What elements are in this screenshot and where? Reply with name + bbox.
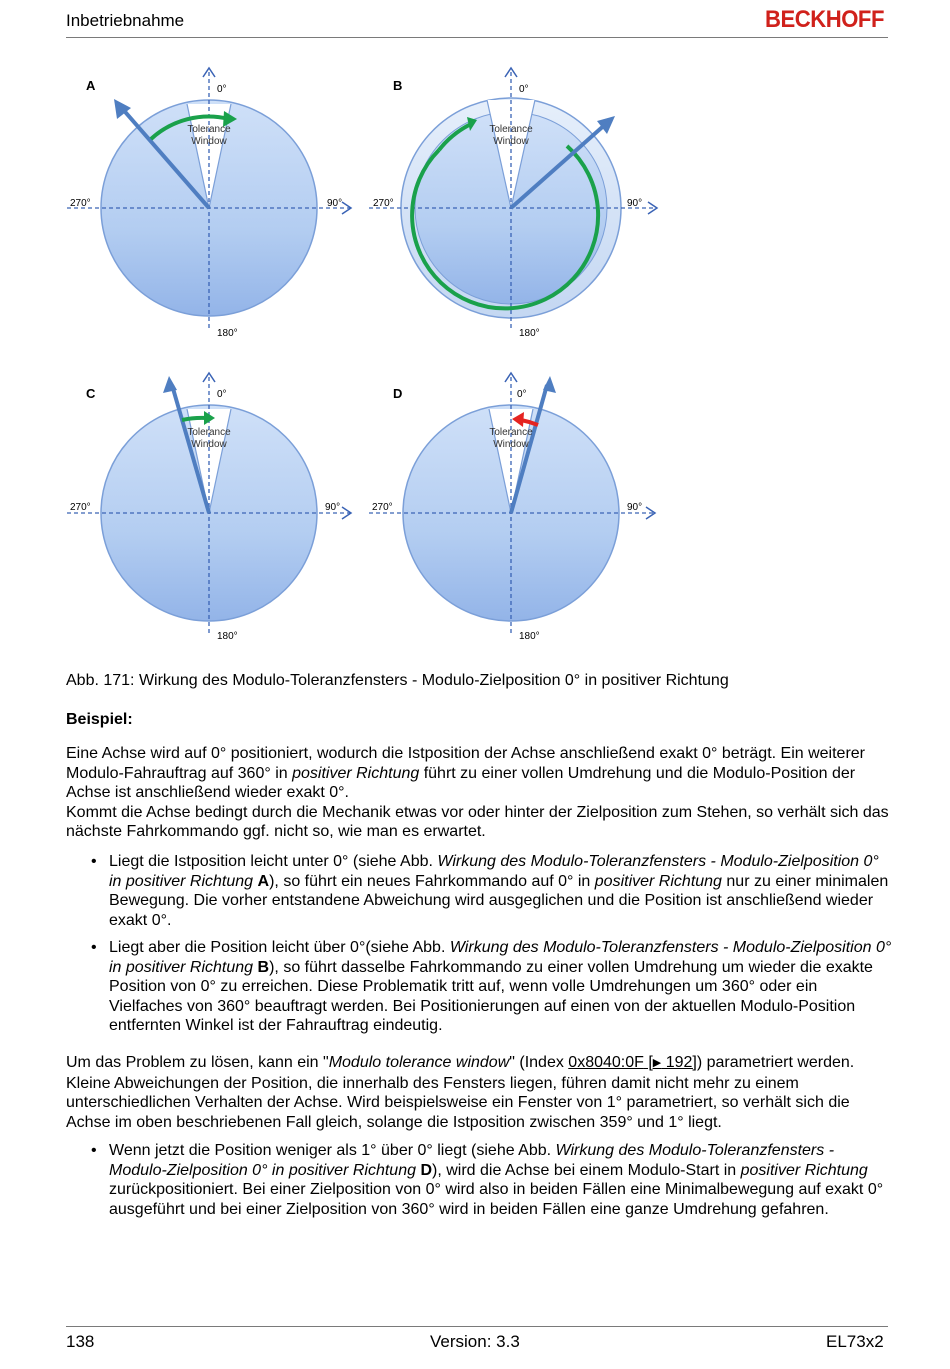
movement-arrow <box>182 418 207 420</box>
bullet-item-d: • Wenn jetzt die Position weniger als 1° über 0° liegt (siehe Abb. Wirkung des Modulo-Toleranzfensters - Modulo-Zielposition 0° in positiver Richtung D), wird die Achse bei einem Modulo-Start in positiver Richtung zurückpositioniert. Bei einer Zielposition von 0° wird also in beiden Fällen eine Minimalbewegung auf exakt 0° ausgeführt und bei einer Zielposition von 360° wird in beiden Fällen eine ganze Umdrehung gefahren. <box>91 1142 884 1218</box>
label-270-deg: 270° <box>70 502 91 513</box>
beckhoff-logo: BECKHOFF <box>765 6 884 33</box>
tolerance-label-2: Window <box>493 136 529 147</box>
index-link[interactable]: 0x8040:0F [▶ 192] <box>568 1054 697 1071</box>
example-heading: Beispiel: <box>66 711 133 728</box>
paragraph-2: Kommt die Achse bedingt durch die Mechanik etwas vor oder hinter der Zielposition zum Stehen, so verhält sich das nächste Fahrkommando ggf. nicht so, wie man es erwartet. <box>66 803 889 841</box>
label-90-deg: 90° <box>627 502 643 513</box>
panel-letter-c: C <box>86 386 96 401</box>
label-90-deg: 90° <box>327 198 343 209</box>
label-270-deg: 270° <box>373 198 394 209</box>
header-divider <box>66 37 888 38</box>
label-0-deg: 0° <box>217 389 227 400</box>
paragraph-1: Eine Achse wird auf 0° positioniert, wodurch die Istposition der Achse anschließend exakt 0° beträgt. Ein weiterer Modulo-Fahrauftrag auf 360° in positiver Richtung führt zu einer vollen Umdrehung und die Modulo-Position der Achse ist anschließend wieder exakt 0°. <box>66 745 866 802</box>
bullet-marker: • <box>91 853 97 870</box>
product-label: EL73x2 <box>826 1332 884 1351</box>
tolerance-label-1: Tolerance <box>489 427 533 438</box>
paragraph-3: Um das Problem zu lösen, kann ein "Modulo tolerance window" (Index 0x8040:0F [▶ 192]) parametriert werden. Kleine Abweichungen der Position, die innerhalb des Fensters liegen, führen damit nicht mehr zu einem unterschiedlichen Verhalten der Achse. Wird beispielsweise ein Fenster von 1° parametriert, so verhält sich die Achse im oben beschriebenen Fall gleich, solange die Istposition zwischen 359° und 1° liegt. <box>66 1054 855 1131</box>
label-90-deg: 90° <box>325 502 341 513</box>
diagram-a <box>59 58 359 358</box>
label-270-deg: 270° <box>372 502 393 513</box>
bullet-item-b: • Liegt aber die Position leicht über 0°(siehe Abb. Wirkung des Modulo-Toleranzfensters - Modulo-Zielposition 0° in positiver Richtung B), so führt dasselbe Fahrkommando zu einer vollen Umdrehung um wieder die exakte Position von 0° zu erreichen. Diese Problematik tritt auf, wenn volle Umdrehungen um 360° oder ein Vielfaches von 360° beauftragt werden. Bei Positionierungen auf einen von der aktuellen Modulo-Position entfernten Winkel ist der Fahrauftrag eindeutig. <box>91 939 892 1035</box>
diagram-d <box>361 363 661 663</box>
page-arrow-icon: ▶ <box>652 1057 662 1069</box>
label-180-deg: 180° <box>217 631 238 642</box>
bullet-item-a: • Liegt die Istposition leicht unter 0° (siehe Abb. Wirkung des Modulo-Toleranzfensters - Modulo-Zielposition 0° in positiver Richtung A), so führt ein neues Fahrkommando auf 0° in positiver Richtung nur zu einer minimalen Bewegung. Die vorher entstandene Abweichung wird ausgeglichen und die Position ist anschließend wieder exakt 0°. <box>91 853 889 929</box>
diagram-c <box>59 363 359 663</box>
diagram-b <box>361 58 661 358</box>
label-270-deg: 270° <box>70 198 91 209</box>
label-0-deg: 0° <box>517 389 527 400</box>
tolerance-label-1: Tolerance <box>187 124 231 135</box>
panel-letter-d: D <box>393 386 403 401</box>
label-0-deg: 0° <box>217 84 227 95</box>
panel-letter-b: B <box>393 78 403 93</box>
label-180-deg: 180° <box>519 631 540 642</box>
version-label: Version: 3.3 <box>430 1332 520 1351</box>
label-90-deg: 90° <box>627 198 643 209</box>
label-180-deg: 180° <box>519 328 540 339</box>
footer-divider <box>66 1326 888 1327</box>
intro-text <box>66 744 892 842</box>
tolerance-label-1: Tolerance <box>187 427 231 438</box>
bullet-marker: • <box>91 1142 97 1159</box>
label-180-deg: 180° <box>217 328 238 339</box>
panel-letter-a: A <box>86 78 96 93</box>
bullet-marker: • <box>91 939 97 956</box>
tolerance-label-1: Tolerance <box>489 124 533 135</box>
label-0-deg: 0° <box>519 84 529 95</box>
tolerance-label-2: Window <box>191 439 227 450</box>
tolerance-label-2: Window <box>191 136 227 147</box>
section-title: Inbetriebnahme <box>66 11 185 30</box>
tolerance-label-2: Window <box>493 439 529 450</box>
page-number: 138 <box>66 1332 95 1351</box>
figure-caption: Abb. 171: Wirkung des Modulo-Toleranzfensters - Modulo-Zielposition 0° in positiver Richtung <box>66 672 729 689</box>
